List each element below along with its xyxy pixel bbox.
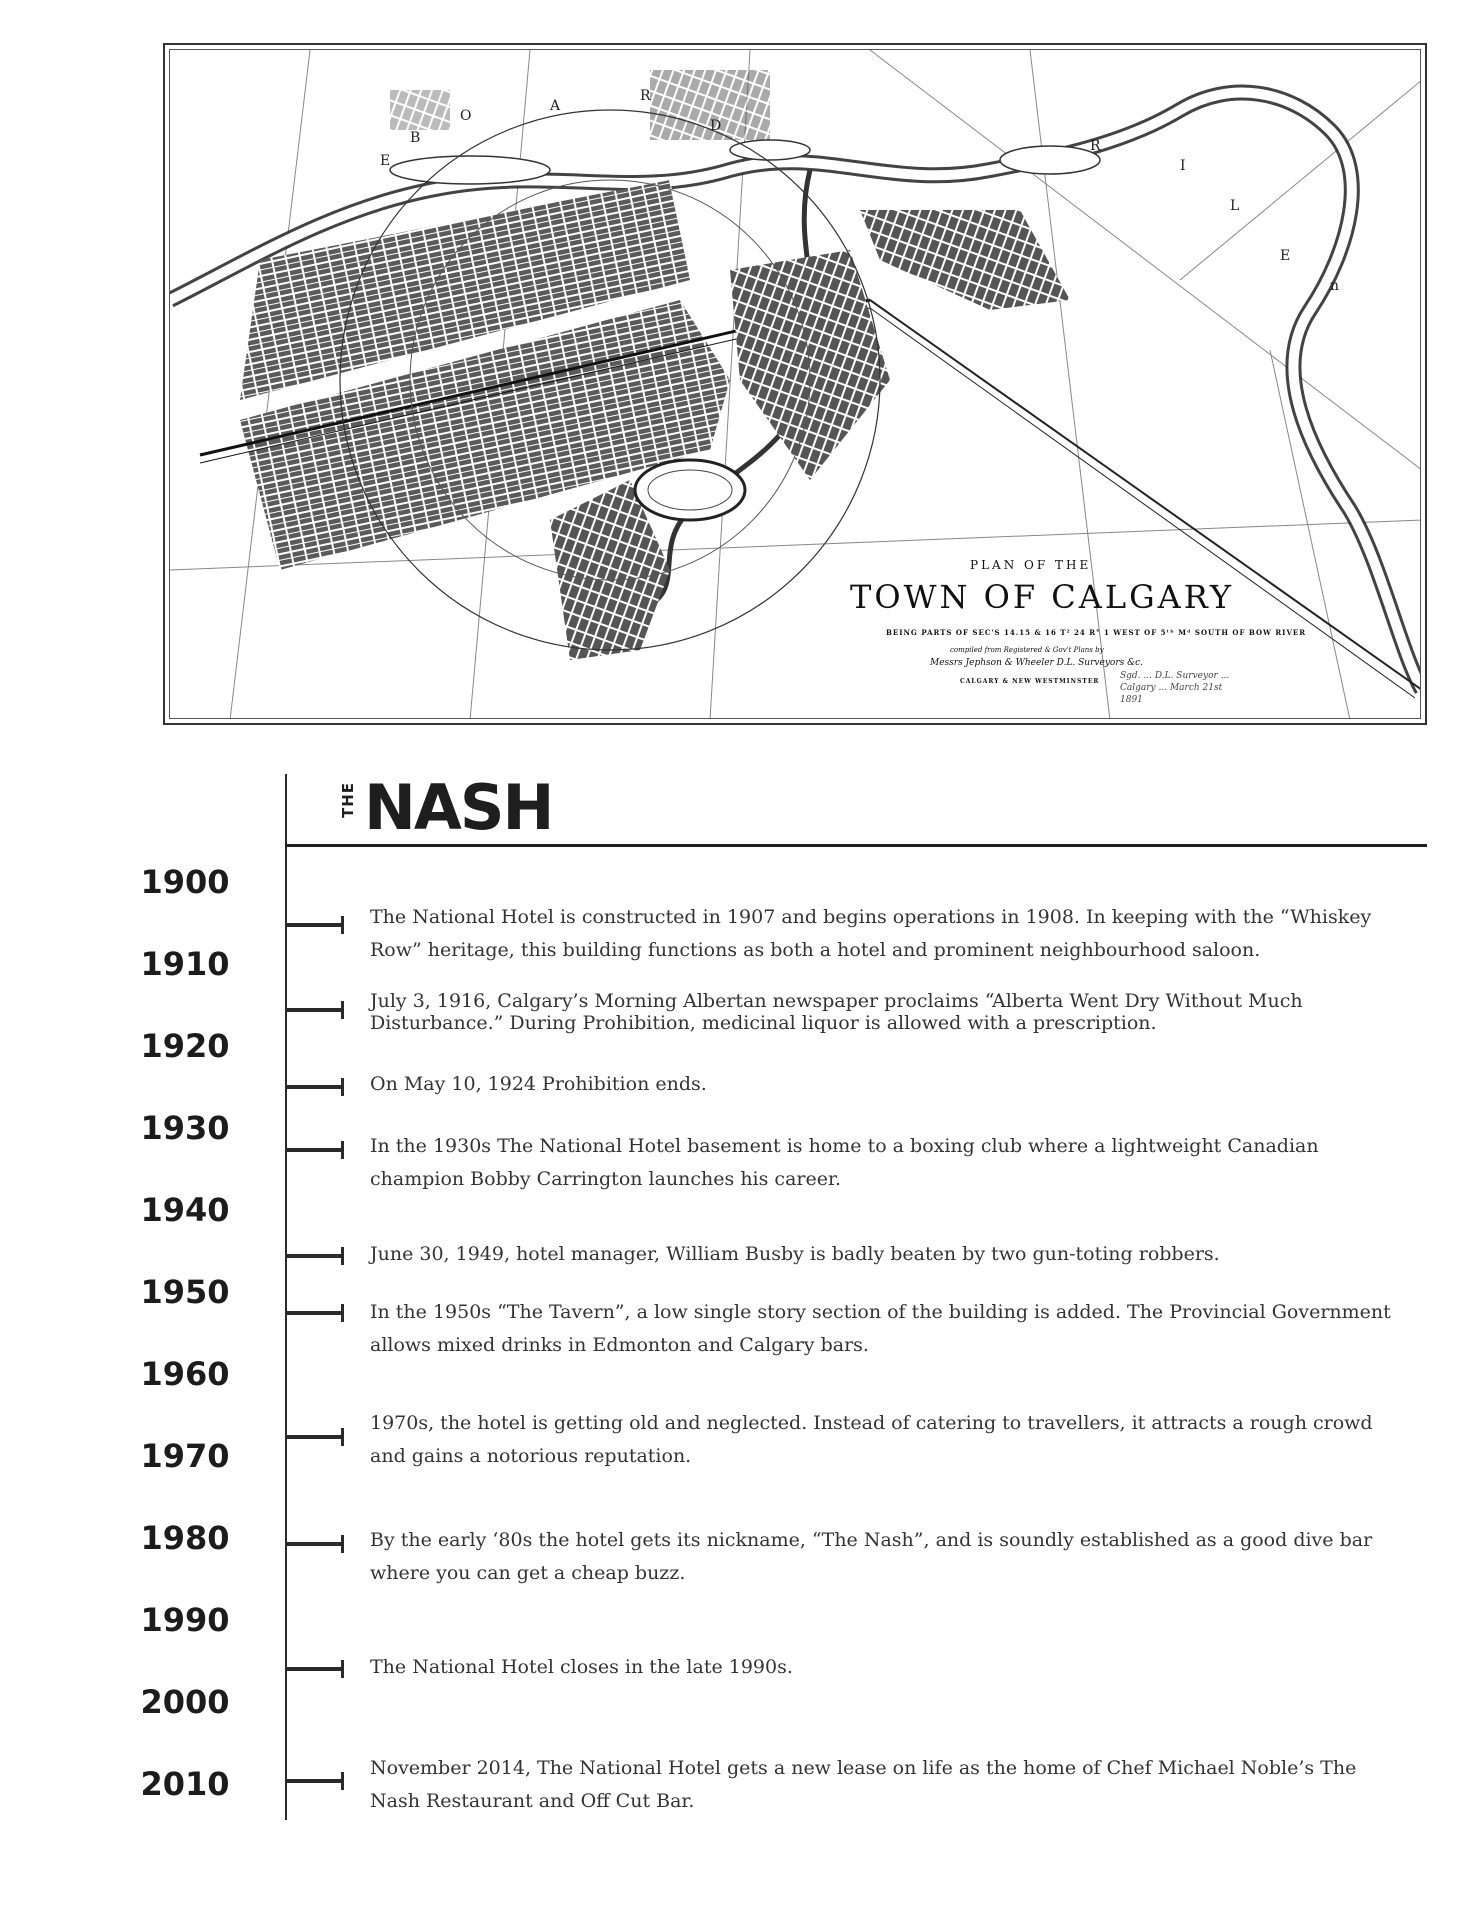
year-label: 1960 bbox=[140, 1355, 230, 1393]
svg-text:I: I bbox=[1180, 158, 1186, 174]
map-compiled-note: compiled from Registered & Gov't Plans by bbox=[950, 646, 1104, 654]
timeline-event: By the early ‘80s the hotel gets its nickname, “The Nash”, and is soundly established as a good dive bar where you can get a cheap buzz. bbox=[370, 1529, 1373, 1584]
map-drawing bbox=[170, 50, 1421, 719]
timeline-event: November 2014, The National Hotel gets a new lease on life as the home of Chef Michael Noble’s The Nash Restaurant and Off Cut Bar. bbox=[370, 1757, 1357, 1812]
year-label: 1940 bbox=[140, 1191, 230, 1229]
year-label: 1930 bbox=[140, 1109, 230, 1147]
timeline-tick bbox=[287, 923, 343, 927]
timeline-tick bbox=[287, 1008, 343, 1012]
timeline-event: On May 10, 1924 Prohibition ends. bbox=[370, 1073, 707, 1095]
timeline-tick bbox=[287, 1435, 343, 1439]
timeline-event: June 30, 1949, hotel manager, William Busby is badly beaten by two gun-toting robbers. bbox=[370, 1243, 1220, 1265]
nash-logo bbox=[339, 771, 553, 844]
svg-text:R: R bbox=[1090, 138, 1101, 154]
timeline-event: 1970s, the hotel is getting old and neglected. Instead of catering to travellers, it attracts a rough crowd and gains a notorious reputation. bbox=[370, 1412, 1373, 1467]
timeline-tick bbox=[287, 1667, 343, 1671]
svg-text:O: O bbox=[460, 108, 472, 124]
year-label: 1950 bbox=[140, 1273, 230, 1311]
historic-map-frame bbox=[163, 43, 1427, 725]
header-rule bbox=[285, 844, 1427, 847]
logo-the: THE bbox=[339, 781, 357, 818]
svg-text:E: E bbox=[1280, 248, 1291, 264]
svg-text:A: A bbox=[550, 98, 561, 114]
timeline-event: In the 1950s “The Tavern”, a low single story section of the building is added. The Provincial Government allows mixed drinks in Edmonton and Calgary bars. bbox=[370, 1301, 1391, 1356]
timeline-event: The National Hotel closes in the late 1990s. bbox=[370, 1656, 793, 1678]
timeline-tick bbox=[287, 1148, 343, 1152]
logo-name: NASH bbox=[364, 771, 553, 844]
timeline-axis bbox=[285, 774, 287, 1820]
map-plan-label: PLAN OF THE bbox=[970, 558, 1092, 572]
timeline-event: July 3, 1916, Calgary’s Morning Albertan newspaper proclaims “Alberta Went Dry Without Much Disturbance.” During Prohibition, medicinal liquor is allowed with a prescription. bbox=[370, 990, 1303, 1034]
timeline-event: In the 1930s The National Hotel basement is home to a boxing club where a lightweight Canadian champion Bobby Carrington launches his career. bbox=[370, 1135, 1319, 1190]
svg-text:L: L bbox=[1230, 198, 1240, 214]
year-label: 1980 bbox=[140, 1519, 230, 1557]
svg-text:E: E bbox=[380, 153, 391, 169]
historic-map bbox=[169, 49, 1421, 719]
year-label: 1970 bbox=[140, 1437, 230, 1475]
year-label: 1900 bbox=[140, 863, 230, 901]
map-signature: Sgd. ... D.L. Surveyor ... Calgary ... March 21st 1891 bbox=[1120, 671, 1230, 705]
timeline-tick bbox=[287, 1311, 343, 1315]
timeline-tick bbox=[287, 1779, 343, 1783]
timeline-event: The National Hotel is constructed in 1907 and begins operations in 1908. In keeping with the “Whiskey Row” heritage, this building functions as both a hotel and prominent neighbourhood saloon. bbox=[370, 906, 1372, 961]
year-label: 1910 bbox=[140, 945, 230, 983]
svg-text:n: n bbox=[1330, 278, 1340, 294]
map-place: CALGARY & NEW WESTMINSTER bbox=[960, 678, 1100, 685]
timeline-tick bbox=[287, 1085, 343, 1089]
map-subtitle: BEING PARTS OF SEC'S 14.15 & 16 T² 24 R° 1 WEST OF 5ᵗʰ Mᵈ SOUTH OF BOW RIVER bbox=[886, 628, 1307, 637]
svg-text:R: R bbox=[640, 88, 651, 104]
svg-text:D: D bbox=[710, 118, 722, 134]
map-surveyors: Messrs Jephson & Wheeler D.L. Surveyors &c. bbox=[930, 658, 1144, 668]
map-title: TOWN OF CALGARY bbox=[850, 578, 1234, 616]
year-label: 2000 bbox=[140, 1683, 230, 1721]
svg-text:B: B bbox=[410, 130, 421, 146]
year-label: 2010 bbox=[140, 1765, 230, 1803]
timeline-tick bbox=[287, 1542, 343, 1546]
year-label: 1920 bbox=[140, 1027, 230, 1065]
timeline-tick bbox=[287, 1254, 343, 1258]
year-label: 1990 bbox=[140, 1601, 230, 1639]
